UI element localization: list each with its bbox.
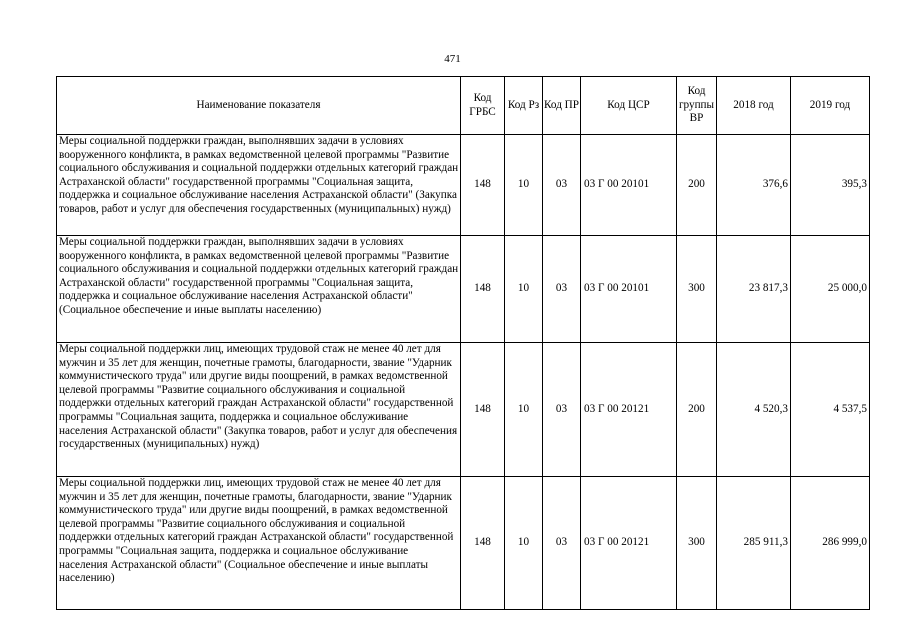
header-csr: Код ЦСР <box>581 77 677 135</box>
row-2019: 395,3 <box>791 135 870 236</box>
row-csr: 03 Г 00 20121 <box>581 477 677 610</box>
row-csr: 03 Г 00 20101 <box>581 135 677 236</box>
header-2019: 2019 год <box>791 77 870 135</box>
row-2019: 4 537,5 <box>791 343 870 477</box>
row-rz: 10 <box>505 135 543 236</box>
row-grbs: 148 <box>461 477 505 610</box>
row-2018: 4 520,3 <box>717 343 791 477</box>
row-csr: 03 Г 00 20101 <box>581 236 677 343</box>
row-rz: 10 <box>505 477 543 610</box>
row-rz: 10 <box>505 343 543 477</box>
table-row <box>57 236 870 343</box>
row-vr: 200 <box>677 343 717 477</box>
header-name: Наименование показателя <box>57 77 461 135</box>
row-name-text: Меры социальной поддержки граждан, выполнявших задачи в условиях вооруженного конфликта, в рамках ведомственной целевой программы "Развитие социального обслуживания и социальной поддержки отдельных категорий граждан Астраханской области" государственной программы "Социальная защита, поддержка и социальное обслуживание населения Астраханской области" (Закупка товаров, работ и услуг для обеспечения государственных (муниципальных) нужд) <box>59 135 459 215</box>
row-name <box>57 477 461 610</box>
header-2018: 2018 год <box>717 77 791 135</box>
table-row <box>57 135 870 236</box>
header-rz: Код Рз <box>505 77 543 135</box>
header-pr: Код ПР <box>543 77 581 135</box>
row-vr: 300 <box>677 477 717 610</box>
row-2018: 376,6 <box>717 135 791 236</box>
table-row <box>57 343 870 477</box>
row-name <box>57 236 461 343</box>
row-grbs: 148 <box>461 343 505 477</box>
page-number: 471 <box>444 53 461 65</box>
row-pr: 03 <box>543 236 581 343</box>
header-vr: Код группы ВР <box>677 77 717 135</box>
row-name-text: Меры социальной поддержки лиц, имеющих трудовой стаж не менее 40 лет для мужчин и 35 лет для женщин, почетные грамоты, благодарности, звание "Ударник коммунистического труда" или другие виды поощрений, в рамках ведомственной целевой программы "Развитие социального обслуживания и социальной поддержки отдельных категорий граждан Астраханской области" государственной программы "Социальная защита, поддержка и социальное обслуживание населения Астраханской области" (Закупка товаров, работ и услуг для обеспечения государственных (муниципальных) нужд) <box>59 343 458 451</box>
row-grbs: 148 <box>461 135 505 236</box>
row-2019: 25 000,0 <box>791 236 870 343</box>
row-name <box>57 135 461 236</box>
table-row <box>57 477 870 610</box>
row-vr: 200 <box>677 135 717 236</box>
row-2019: 286 999,0 <box>791 477 870 610</box>
row-grbs: 148 <box>461 236 505 343</box>
header-grbs: Код ГРБС <box>461 77 505 135</box>
row-2018: 23 817,3 <box>717 236 791 343</box>
row-pr: 03 <box>543 343 581 477</box>
row-name <box>57 343 461 477</box>
row-name-text: Меры социальной поддержки лиц, имеющих трудовой стаж не менее 40 лет для мужчин и 35 лет для женщин, почетные грамоты, благодарности, звание "Ударник коммунистического труда" или другие виды поощрений, в рамках ведомственной целевой программы "Развитие социального обслуживания и социальной поддержки отдельных категорий граждан Астраханской области" государственной программы "Социальная защита, поддержка и социальное обслуживание населения Астраханской области" (Социальное обеспечение и иные выплаты населению) <box>59 477 454 585</box>
row-rz: 10 <box>505 236 543 343</box>
row-csr: 03 Г 00 20121 <box>581 343 677 477</box>
row-name-text: Меры социальной поддержки граждан, выполнявших задачи в условиях вооруженного конфликта, в рамках ведомственной целевой программы "Развитие социального обслуживания и социальной поддержки отдельных категорий граждан Астраханской области" государственной программы "Социальная защита, поддержка и социальное обслуживание населения Астраханской области" (Социальное обеспечение и иные выплаты населению) <box>59 236 459 316</box>
row-vr: 300 <box>677 236 717 343</box>
row-pr: 03 <box>543 477 581 610</box>
header-row <box>57 77 870 135</box>
row-pr: 03 <box>543 135 581 236</box>
budget-table <box>56 76 870 610</box>
row-2018: 285 911,3 <box>717 477 791 610</box>
